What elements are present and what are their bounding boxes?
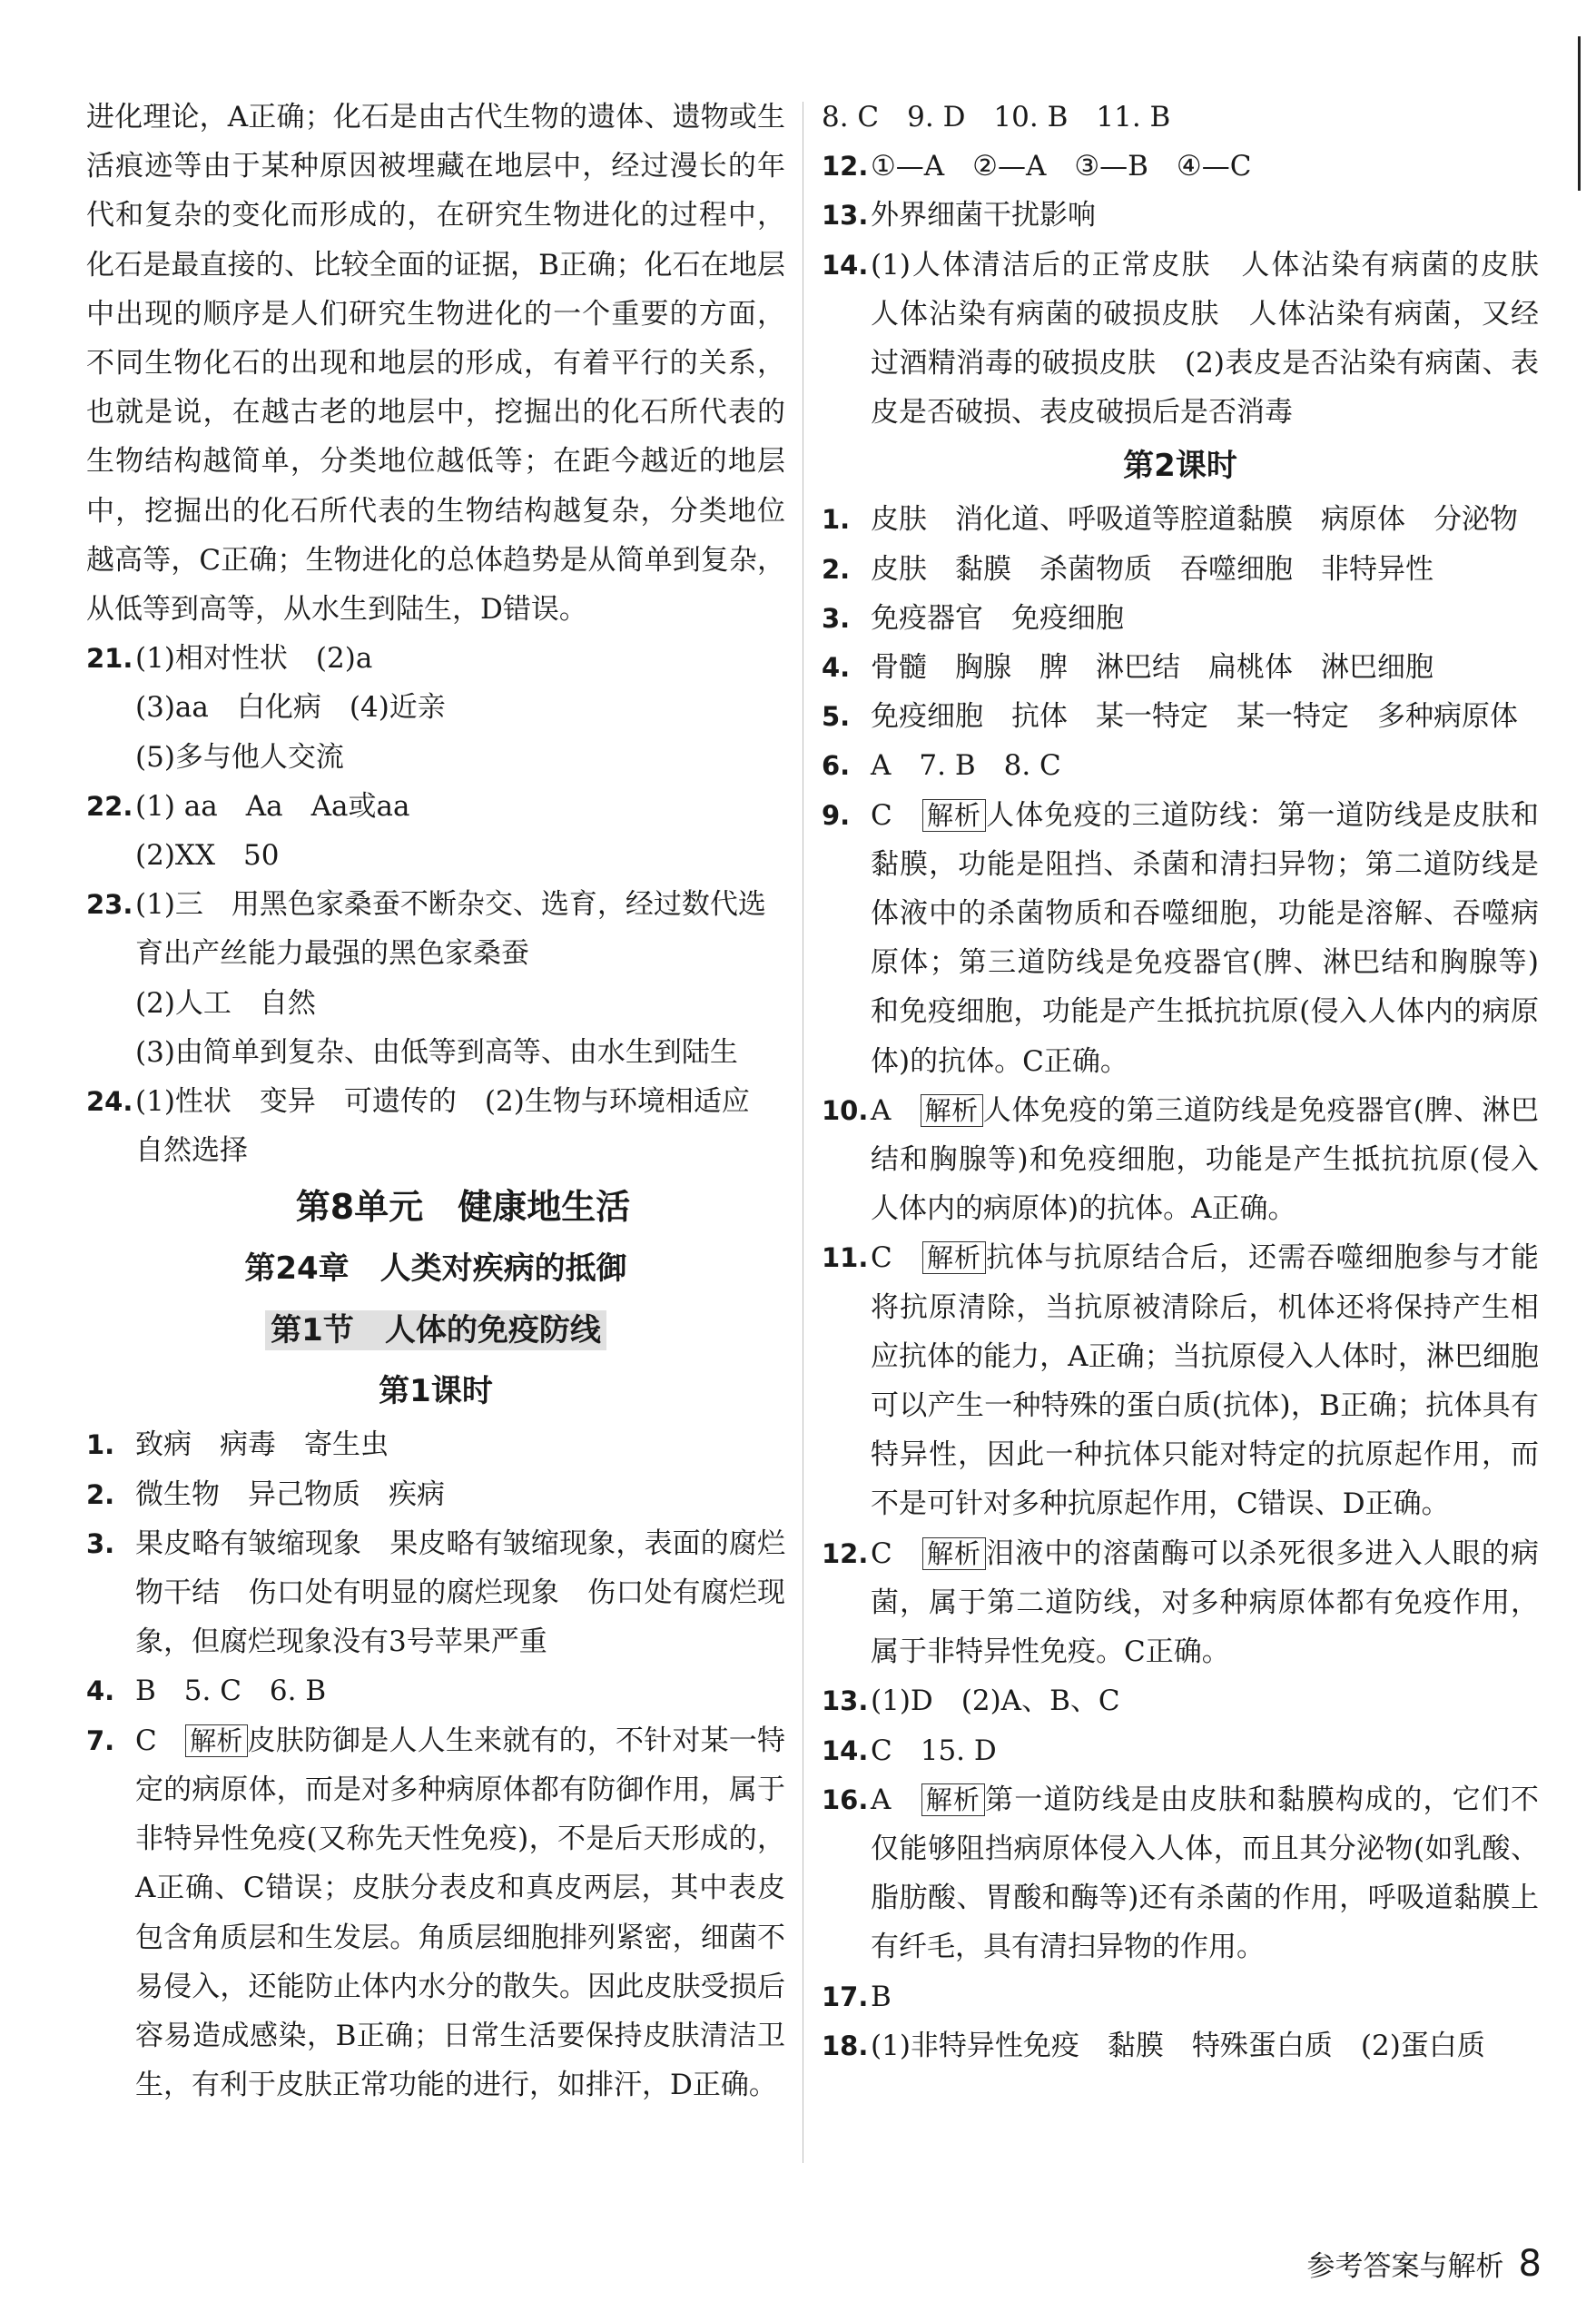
- left-column: [86, 93, 785, 2109]
- answer-22: 22. (1) aa Aa Aa或aa (2)XX 50: [86, 789, 410, 873]
- list-item: 6. A 7. B 8. C: [822, 749, 1061, 783]
- answer-13b: 13. (1)D (2)A、B、C: [822, 1685, 1120, 1718]
- answer-21: 21. (1)相对性状 (2)a (3)aa 白化病 (4)近亲 (5)多与他人交流: [86, 642, 446, 774]
- list-item: 1. 皮肤 消化道、呼吸道等腔道黏膜 病原体 分泌物: [822, 503, 1518, 537]
- footer-label: 参考答案与解析: [1306, 2250, 1504, 2283]
- answer-10: 10. A 解析 人体免疫的第三道防线是免疫器官(脾、淋巴结和胸腺等)和免疫细胞，功能是产生抵抗抗原(侵入人体内的病原体)的抗体。A正确。: [822, 1093, 1540, 1226]
- answer-12: 12. ①—A ②—A ③—B ④—C: [822, 150, 1252, 183]
- answer-23: 23. (1)三 用黑色家桑蚕不断杂交、选育，经过数代选育出产丝能力最强的黑色家桑蚕 (2)人工 自然 (3)由简单到复杂、由低等到高等、由水生到陆生: [86, 888, 766, 1069]
- answer-20-continued: 进化理论，A正确；化石是由古代生物的遗体、遗物或生活痕迹等由于某种原因被埋藏在地层中，经过漫长的年代和复杂的变化而形成的，在研究生物进化的过程中，化石是最直接的、比较全面的证据，B正确；化石在地层中出现的顺序是人们研究生物进化的一个重要的方面，不同生物化石的出现和地层的形成，有着平行的关系，也就是说，在越古老的地层中，挖掘出的化石所代表的生物结构越简单，分类地位越低等；在距今越近的地层中，挖掘出的化石所代表的生物结构越复杂，分类地位越高等，C正确；生物进化的总体趋势是从简单到复杂，从低等到高等，从水生到陆生，D错误。: [86, 101, 785, 627]
- lesson-title: 第2课时: [1123, 448, 1237, 485]
- page-edge-mark: [1578, 36, 1581, 191]
- section-title: 第1节 人体的免疫防线: [86, 1299, 785, 1362]
- answer-14b: 14. C 15. D: [822, 1734, 997, 1767]
- answer-7: 7. C 解析 皮肤防御是人人生来就有的，不针对某一特定的病原体，而是对多种病原体都有防御作用，属于非特异性免疫(又称先天性免疫)，不是后天形成的，A正确、C错误；皮肤分表皮和真皮两层，其中表皮包含角质层和生发层。角质层细胞排列紧密，细菌不易侵入，还能防止体内水分的散失。因此皮肤受损后容易造成感染，B正确；日常生活要保持皮肤清洁卫生，有利于皮肤正常功能的进行，如排汗，D正确。: [86, 1724, 785, 2102]
- answer-13: 13. 外界细菌干扰影响: [822, 199, 1096, 232]
- list-item: 3. 免疫器官 免疫细胞: [822, 601, 1124, 635]
- page-footer: [1307, 2243, 1542, 2285]
- unit-title: 第8单元 健康地生活: [295, 1187, 631, 1228]
- list-item: 4. B 5. C 6. B: [86, 1675, 327, 1708]
- answer-18: 18. (1)非特异性免疫 黏膜 特殊蛋白质 (2)蛋白质: [822, 2029, 1485, 2062]
- answer-24: 24. (1)性状 变异 可遗传的 (2)生物与环境相适应 自然选择: [86, 1085, 778, 1168]
- list-item: 4. 骨髓 胸腺 脾 淋巴结 扁桃体 淋巴细胞: [822, 651, 1433, 685]
- answer-16: 16. A 解析 第一道防线是由皮肤和黏膜构成的，它们不仅能够阻挡病原体侵入人体，而且其分泌物(如乳酸、脂肪酸、胃酸和酶等)还有杀菌的作用，呼吸道黏膜上有纤毛，具有清扫异物的作用。: [822, 1783, 1539, 1964]
- list-item: 2. 皮肤 黏膜 杀菌物质 吞噬细胞 非特异性: [822, 552, 1433, 586]
- page-number: 8: [1518, 2243, 1542, 2285]
- answer-11: 11. C 解析 抗体与抗原结合后，还需吞噬细胞参与才能将抗原清除，当抗原被清除后，机体还将保持产生相应抗体的能力，A正确；当抗原侵入人体时，淋巴细胞可以产生一种特殊的蛋白质(抗体)，B正确；抗体具有特异性，因此一种抗体只能对特定的抗原起作用，而不是可针对多种抗原起作用，C错误、D正确。: [822, 1241, 1540, 1521]
- answers-8-11: 8. C 9. D 10. B 11. B: [822, 101, 1171, 133]
- answer-12b: 12. C 解析 泪液中的溶菌酶可以杀死很多进入人眼的病菌，属于第二道防线，对多种病原体都有免疫作用，属于非特异性免疫。C正确。: [822, 1536, 1540, 1669]
- list-item: 3. 果皮略有皱缩现象 果皮略有皱缩现象，表面的腐烂物干结 伤口处有明显的腐烂现象 伤口处有腐烂现象，但腐烂现象没有3号苹果严重: [86, 1526, 785, 1659]
- list-item: 1. 致病 病毒 寄生虫: [86, 1428, 389, 1462]
- answer-14: 14. (1)人体清洁后的正常皮肤 人体沾染有病菌的皮肤 人体沾染有病菌的破损皮肤 人体沾染有病菌，又经过酒精消毒的破损皮肤 (2)表皮是否沾染有病菌、表皮是否破损、表皮破损后是否消毒: [822, 248, 1567, 430]
- right-column: [822, 93, 1567, 2070]
- answer-17: 17. B: [822, 1980, 892, 2013]
- chapter-title: 第24章 人类对疾病的抵御: [244, 1250, 627, 1288]
- lesson-title: 第1课时: [379, 1373, 493, 1410]
- list-item: 2. 微生物 异己物质 疾病: [86, 1477, 445, 1511]
- list-item: 5. 免疫细胞 抗体 某一特定 某一特定 多种病原体: [822, 700, 1518, 734]
- answer-9: 9. C 解析 人体免疫的三道防线：第一道防线是皮肤和黏膜，功能是阻挡、杀菌和清扫异物；第二道防线是体液中的杀菌物质和吞噬细胞，功能是溶解、吞噬病原体；第三道防线是免疫器官(脾、淋巴结和胸腺等)和免疫细胞，功能是产生抵抗抗原(侵入人体内的病原体)的抗体。C正确。: [822, 798, 1540, 1078]
